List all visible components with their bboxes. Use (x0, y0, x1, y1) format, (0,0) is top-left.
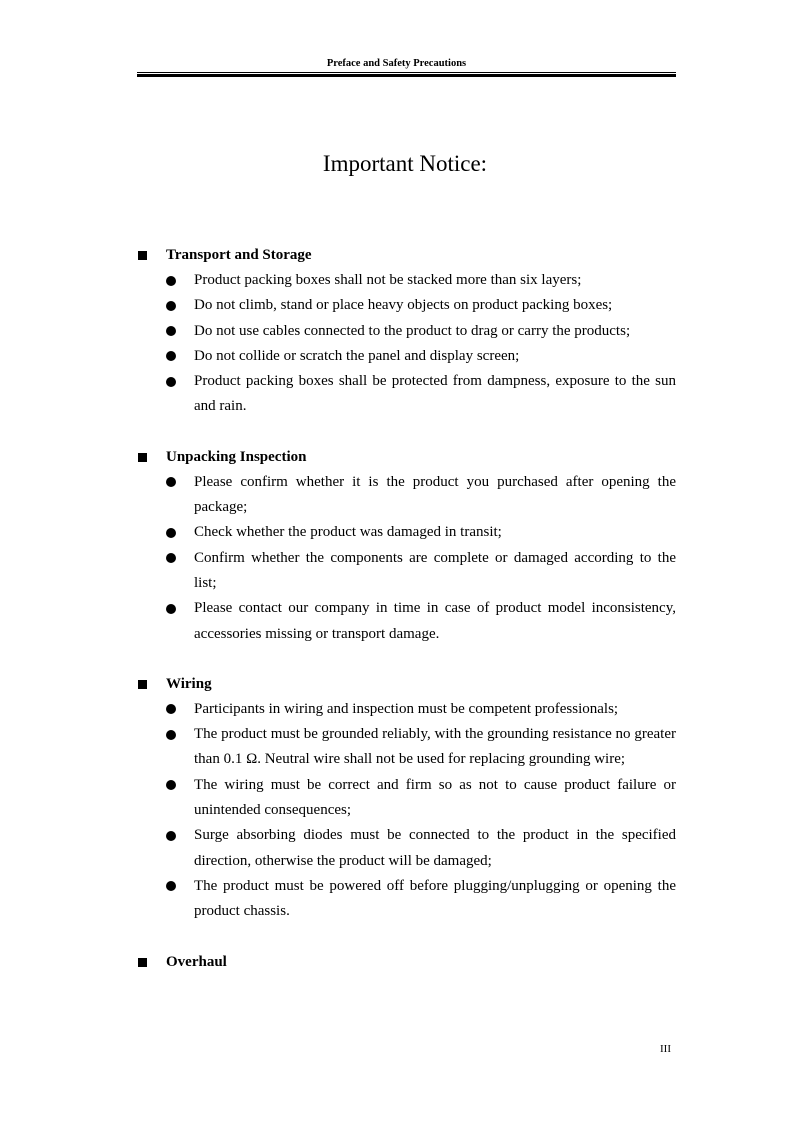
list-item-text: Please confirm whether it is the product you purchased after opening the package; (194, 473, 676, 516)
list-item (137, 344, 676, 369)
list-item (137, 520, 676, 545)
notice-content (137, 243, 676, 975)
round-bullet-icon (166, 780, 176, 790)
list-item-text: Product packing boxes shall not be stacked more than six layers; (194, 272, 582, 288)
round-bullet-icon (166, 276, 176, 286)
round-bullet-icon (166, 326, 176, 336)
page-number: III (660, 1043, 671, 1055)
list-item (137, 470, 676, 521)
list-item (137, 722, 676, 773)
list-item (137, 293, 676, 318)
section-overhaul (137, 950, 676, 975)
list-item-text: The product must be grounded reliably, with the grounding resistance no greater than 0.1 Ω. Neutral wire shall not be used for replacing grounding wire; (194, 726, 676, 768)
header-rule-thin (137, 72, 676, 73)
list-item-text: Check whether the product was damaged in transit; (194, 524, 502, 541)
running-header: Preface and Safety Precautions (326, 58, 467, 69)
list-item-text: The wiring must be correct and firm so as not to cause product failure or unintended consequences; (194, 776, 676, 819)
list-item (137, 319, 676, 344)
section-heading-text: Overhaul (166, 953, 227, 970)
round-bullet-icon (166, 604, 176, 614)
list-item-text: Do not climb, stand or place heavy objects on product packing boxes; (194, 297, 613, 314)
list-item (137, 697, 676, 722)
section-unpacking-inspection (137, 445, 676, 647)
square-bullet-icon (138, 680, 147, 689)
round-bullet-icon (166, 730, 176, 740)
list-item (137, 773, 676, 824)
header-rule-thick (137, 74, 676, 77)
square-bullet-icon (138, 251, 147, 260)
square-bullet-icon (138, 453, 147, 462)
bullet-list (137, 697, 676, 925)
list-item-text: Do not use cables connected to the product to drag or carry the products; (194, 322, 631, 339)
list-item-text: Confirm whether the components are complete or damaged according to the list; (194, 549, 676, 591)
section-heading (137, 672, 676, 697)
list-item (137, 874, 676, 925)
round-bullet-icon (166, 831, 176, 841)
list-item (137, 369, 676, 420)
bullet-list (137, 470, 676, 647)
page-title: Important Notice: (322, 151, 488, 176)
round-bullet-icon (166, 377, 176, 387)
section-heading (137, 950, 676, 975)
bullet-list (137, 268, 676, 420)
section-transport-storage (137, 243, 676, 420)
round-bullet-icon (166, 704, 176, 714)
list-item-text: Participants in wiring and inspection must be competent professionals; (194, 700, 619, 717)
round-bullet-icon (166, 477, 176, 487)
list-item-text: Please contact our company in time in case of product model inconsistency, accessories missing or transport damage. (194, 600, 676, 642)
list-item-text: Surge absorbing diodes must be connected to the product in the specified direction, otherwise the product will be damaged; (194, 827, 676, 869)
section-heading-text: Unpacking Inspection (166, 448, 307, 465)
list-item-text: The product must be powered off before plugging/unplugging or opening the product chassis. (194, 877, 676, 920)
section-wiring (137, 672, 676, 925)
list-item-text: Do not collide or scratch the panel and display screen; (194, 347, 520, 364)
section-heading (137, 445, 676, 470)
section-heading-text: Transport and Storage (166, 247, 312, 263)
list-item (137, 268, 676, 293)
round-bullet-icon (166, 301, 176, 311)
list-item (137, 546, 676, 597)
list-item-text: Product packing boxes shall be protected from dampness, exposure to the sun and rain. (194, 373, 676, 415)
round-bullet-icon (166, 528, 176, 538)
square-bullet-icon (138, 958, 147, 967)
round-bullet-icon (166, 351, 176, 361)
section-heading (137, 243, 676, 268)
round-bullet-icon (166, 553, 176, 563)
list-item (137, 823, 676, 874)
round-bullet-icon (166, 881, 176, 891)
list-item (137, 596, 676, 647)
section-heading-text: Wiring (166, 675, 212, 692)
